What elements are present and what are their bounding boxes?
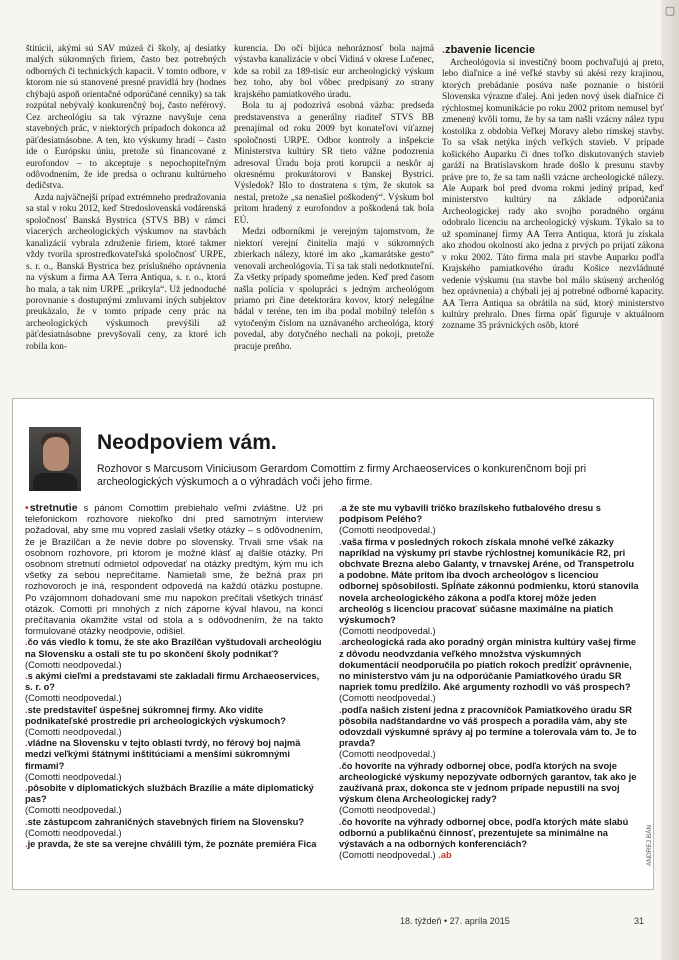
page-number: 31 <box>633 916 644 926</box>
interview-question: . a že ste mu vybavili tričko brazílskeho futbalového dresu s podpisom Pelého? <box>339 503 639 525</box>
author-end-mark: .ab <box>438 850 452 861</box>
interview-box <box>12 398 654 890</box>
interview-answer: (Comotti neodpovedal.) <box>339 749 436 760</box>
interview-question: . je pravda, že ste sa verejne chválili tým, že poznáte premiéra Fica <box>25 839 323 850</box>
interview-answer: (Comotti neodpovedal.) <box>339 850 436 861</box>
interview-question: . s akými cieľmi a predstavami ste zakladali firmu Archaeoservices, s. r. o? <box>25 671 323 693</box>
paragraph: kurencia. Do očí bijúca nehoráznosť bola najmä výstavba kanalizácie v obci Vidiná v okrese Lučenec, kde sa robil za 189-tisíc eur archeologický výskum bez toho, aby bol vôbec predpísaný zo strany krajského pamiatkového úradu. <box>234 44 434 100</box>
article-column-2 <box>234 44 434 392</box>
interview-answer: (Comotti neodpovedal.) <box>339 626 436 637</box>
interview-answer: (Comotti neodpovedal.) <box>339 805 436 816</box>
interview-body <box>25 503 639 883</box>
paragraph: Archeológovia si investičný boom pochvaľujú aj preto, lebo diaľnice a iné veľké stavby sú akési rezy krajinou, ktorých prebádanie posúva naše poznanie o histórii Slovenska výrazne ďalej. Ani jeden nový úsek diaľnice či rýchlostnej komunikácie po roku 2002 pritom nemusel byť zmenený kvôli tomu, že by sa tam našli vzácny nález typu kostolíka z obdobia Veľkej Moravy alebo rímskej stavby. To sa však netýka iných veľkých stavieb. V prípade košického Auparku či dnes toľko diskutovaných stavieb garáží na Bratislavskom hrade došlo k presunu stavby práve pre to, že sa tam našli vzácne archeologické nálezy. Ale Aupark bol pred dvoma rokmi jediný prípad, keď ministerstvo kultúry na základe odporúčania Archeologickej rady ako svojho poradného orgánu odobralo licenciu na archeologický výskum. Týkalo sa to už spomínanej firmy AA Terra Antiqua, ktorá ju získala ako zhodou okolností ako jedna z prvých po prijatí zákona v roku 2002. Táto firma mala pri stavbe Auparku podľa Krajského pamiatkového úradu Košice nezvládnuté vedenie výskumu (na stavbe bol málo skúsený archeológ bez oprávnenia) a chýbali jej aj potrebné odborné kapacity. AA Terra Antiqua sa obrátila na súd, ktorý ministerstvo kultúry prehralo. Dnes firma opäť figuruje v aktuálnom zozname 35 právnických osôb, ktoré <box>442 58 664 332</box>
corner-icon: ▢ <box>664 4 676 17</box>
interview-answer: (Comotti neodpovedal.) <box>25 693 122 704</box>
paragraph: štitúcií, akými sú SAV múzeá či školy, aj desiatky malých súkromných firiem, často bez potrebných odborných či technických kapacít. V tomto odbore, v ktorom nie sú stanovené presné pravidlá hry (hodnes chýbajú aspoň orientačné odporúčané cenníky) sa tak rozpútal nebývalý konkurenčný boj, často neférový. Cez archeológiu sa tak výrazne navyšuje cena stavebných prác, v niektorých prípadoch dokonca až päťdesiatnásobne. A ten, kto výskumy hradí – často ide o Európsku úniu, pretože sú financované z eurofondov – to akceptuje s nepochopiteľným odôvodnením, že ide predsa o ochranu kultúrneho dedičstva. <box>26 44 226 192</box>
portrait-face <box>43 437 69 471</box>
interview-question: . ste zástupcom zahraničných stavebných firiem na Slovensku? <box>25 817 323 828</box>
interview-answer: (Comotti neodpovedal.) <box>25 805 122 816</box>
interview-question: . podľa našich zistení jedna z pracovníčok Pamiatkového úradu SR pôsobila nadštandardne vo váš prospech a poradila vám, aby ste odovzdali výskumné správy aj po termíne a tolerovala vám to. Je to pravda? <box>339 705 639 750</box>
interview-subtitle: Rozhovor s Marcusom Viniciusom Gerardom Comottim z firmy Archaeoservices o konkurenčnom boji pri archeologických výskumoch a o výhradách voči jeho firme. <box>97 463 587 488</box>
interview-column-2 <box>339 503 639 883</box>
page-footer <box>400 915 644 927</box>
interview-question: . čo vás viedlo k tomu, že ste ako Brazílčan vyštudovali archeológiu na Slovensku a ostali ste tu po skončení školy podnikať? <box>25 637 323 659</box>
lead-text: s pánom Comottim prebiehalo veľmi zvláštne. Už pri telefonickom rozhovore niekoľko dní pred samotným interview požadoval, aby sme mu vopred zaslali všetky otázky – s odôvodnením, že je Brazílčan a že nevie dobre po slovensky. Trvali sme však na osobnom rozhovore, pri ktorom je možné klásť aj ďalšie otázky. Pri osobnom stretnutí odmietol odpovedať na otázky predtým, kým mu ich všetky za sebou neprečítame. Namietali sme, že bežná prax pri rozhovoroch je iná, respondent odpovedá na každú otázku postupne. Po vzájomnom dohadovaní sme mu napokon prečítali všetkých trinásť otázok. Comotti pri mnohých z nich záporne kýval hlavou, na konci prečítavania okamžite vstal od stola a s odôvodnením, že na takto formulované otázky neodpovie, odišiel. <box>25 503 323 637</box>
portrait-photo <box>29 427 81 491</box>
interview-column-1 <box>25 503 323 883</box>
issue-info: 18. týždeň • 27. apríla 2015 <box>400 916 510 926</box>
article-column-1 <box>26 44 226 392</box>
interview-title: Neodpoviem vám. <box>97 431 277 454</box>
photo-credit: ANDREJ BÁN <box>646 824 653 866</box>
interview-answer: (Comotti neodpovedal.) <box>339 693 436 704</box>
interview-answer: (Comotti neodpovedal.) <box>25 659 122 670</box>
section-heading-text: zbavenie licencie <box>445 44 535 56</box>
interview-question: . čo hovoríte na výhrady odbornej obce, podľa ktorých máte slabú odbornú a publikačnú činnosť, prezentujete sa minimálne na výstavách a na odborných konferenciách? <box>339 817 639 851</box>
section-heading <box>442 44 664 57</box>
interview-question: . vládne na Slovensku v tejto oblasti tvrdý, no férový boj najmä medzi veľkými štátnymi inštitúciami a menšími súkromnými firmami? <box>25 738 323 772</box>
paragraph: Azda najväčnejší prípad extrémneho predražovania sa stal v roku 2012, keď Stredoslovenská vodárenská spoločnosť Banská Bystrica (STVS BB) v rámci viacerých archeologických výskumov na stavbách kanalizácií vybrala združenie firiem, ktoré takmer vždy tvorila sprostredkovateľská spoločnosť URPE, s. r. o., Banská Bystrica bez príslušného oprávnenia na výskum a firma AA Terra Antiqua, s. r. o., ktorá ho mala, a tak nim URPE „prikryla“. Už jednoduché porovnanie s dostupnými zmluvami iných subjektov preukázalo, že v tomto prípade ceny prác na archeologických výskumoch prevýšili až päťdesiatnásobne prevyšovali ceny, za ktoré ich robila kon- <box>26 192 226 352</box>
portrait-shoulders <box>33 473 77 491</box>
lead-start-word: • stretnutie <box>25 503 78 514</box>
red-dot: . <box>442 44 446 56</box>
interview-end-line <box>339 850 639 861</box>
interview-question: . ste predstaviteľ úspešnej súkromnej firmy. Ako vidíte podnikateľské prostredie pri archeologických výskumoch? <box>25 705 323 727</box>
article-body <box>26 44 664 392</box>
interview-question: . čo hovoríte na výhrady odbornej obce, podľa ktorých na svoje archeologické výskumy nepozývate odborných garantov, tak ako je zaužívaná prax, dokonca ste v jednom prípade nepustili na svoj výskum člena Archeologickej rady? <box>339 761 639 806</box>
article-column-3 <box>442 44 664 392</box>
paragraph: Bola tu aj podozrivá osobná väzba: predseda predstavenstva a generálny riaditeľ STVS BB prenajímal od roku 2009 byt konateľovi víťaznej spoločnosti URPE. Odbor kontroly a inšpekcie Ministerstva kultúry SR tieto vážne podozrenia adresoval Úradu boja proti korupcii a neskôr aj okresnému prokurátorovi v Banskej Bystrici. Výsledok? Išlo to dostratena s tým, že skutok sa nestal, pretože „sa nenašiel poškodený“. Výskum bol pritom hradený z eurofondov a poškodená tak bola EÚ. <box>234 101 434 226</box>
interview-question: . pôsobite v diplomatických službách Brazílie a máte diplomatický pas? <box>25 783 323 805</box>
interview-answer: (Comotti neodpovedal.) <box>25 771 122 782</box>
paragraph: Medzi odborníkmi je verejným tajomstvom, že niektorí verejní činitelia majú v súkromných zbierkach nálezy, ktoré im ako „kamarátske gesto“ venovali archeológovia. Tí sa tak stali nedotknuteľní. Za všetky prípady spomeňme jeden. Keď pred časom našla polícia v spolupráci s jedným archeológom priamo pri čine detektorára kovov, ktorý nelegálne bádal v teréne, ten im iba podal mobilný telefón s vytočeným číslom na uznávaného archeológa, ktorý povedal, aby dotyčného nechali na pokoji, pretože pracuje preňho. <box>234 227 434 352</box>
interview-answer: (Comotti neodpovedal.) <box>25 827 122 838</box>
interview-answer: (Comotti neodpovedal.) <box>25 727 122 738</box>
interview-lead <box>25 503 323 637</box>
interview-answer: (Comotti neodpovedal.) <box>339 525 436 536</box>
interview-question: . vaša firma v posledných rokoch získala mnohé veľké zákazky napríklad na výskumy pri stavbe rýchlostnej komunikácie R2, pri obchvate Brezna alebo Galanty, v trnavskej Aréne, od Transpetrolu a podobne. Máte pritom iba dvoch archeológov s licenciou odbornej spôsobilosti. Spĺňate zákonnú podmienku, ktorú stanovila novela archeologického zákona a podľa ktorej môže jeden archeológ s licenciou pracovať súčasne maximálne na piatich výskumoch? <box>339 537 639 627</box>
interview-question: . archeologická rada ako poradný orgán ministra kultúry vašej firme z dôvodu neodvzdania veľkého množstva výskumných dokumentácií neodporučila po piatich rokoch predĺžiť oprávnenie, no ministerstvo vám ju na odporúčanie Pamiatkového úradu SR napriek tomu predĺžilo. Aké argumenty rozhodli vo váš prospech? <box>339 637 639 693</box>
